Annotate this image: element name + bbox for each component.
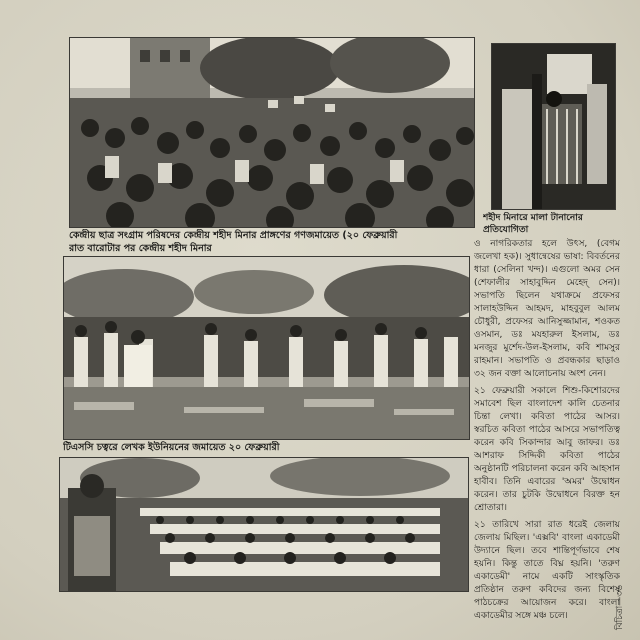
caption-crowd-line1: কেন্দ্রীয় ছাত্র সংগ্রাম পরিষদের কেন্দ্রীয় শহীদ মিনার প্রাঙ্গণের গণজমায়েত (২০ ফেব্রুয়ারী (69, 230, 398, 241)
caption-tsc-gathering: টিএসসি চত্বরে লেখক ইউনিয়নের জমায়েত ২০ ফেব্রুয়ারী (63, 442, 280, 453)
article-paragraph-1: ও নাগরিকতার হলে উৎস, (বেগম জলেখা হক)। সুধান্বেষের ভাষা: বিবর্তনের ধারা (সেলিনা খন্দ)। এগুলো অমর সেন (শেফালীর সাহাবুদ্দিন মেহেদ্ সেন)। সভাপতি ছিলেন যথাক্রমে প্রফেসর সালাহউদ্দিন আহমদ, মাহবুবুল আলম চৌধুরী, প্রফেসর আনিসুজ্জামান, শওকত ওসমান, ডঃ মযহারুল ইসলাম, ডঃ মনজুর মুর্শেদ-উল-ইসলাম, কবি শামসুর রাহমান। সভাপতি ও প্রবন্ধকার ছাড়াও ৩২ জন বক্তা আলোচনায় অংশ নেন। (474, 239, 620, 379)
photo-garland-contest (491, 43, 616, 210)
article-paragraph-2: ২১ ফেব্রুয়ারী সকালে শিশু-কিশোরদের সমাবেশ ছিল বাংলাদেশ কালি চেতনার চিন্তা লেখা। কবিতা পাঠের আসর। স্বরচিত কবিতা পাঠের আসরে সভাপতিত্ব করেন কবি সিকান্দার আবু জাফর। ডঃ আশরাফ সিদ্দিকী কবিতা পাঠের অনুষ্ঠানটি পরিচালনা করেন কবি আহসান হাবীব। তিনি এবারের 'অমর' উদ্বোধন করেন। তার চুটকি উদ্বোধনে বিরক্ত হন শ্রোতারা। (474, 386, 620, 513)
article-text-column (474, 238, 620, 638)
article-paragraph-3: ২১ তারিখে সারা রাত ধরেই জেলায় জেলায় মিছিল। 'এক্সবি' বাংলা একাডেমী উদ্যানে ছিল। তবে শান্তিপূর্ণভাবে শেষ হয়নি। কিন্তু তাতে বিঘ্ন হয়নি। 'তরুণ একাডেমী' নামে একটি সাংস্কৃতিক প্রতিষ্ঠান তরুণ কবিদের জন্য বিশেষ পাঠচক্রের আয়োজন করে। বাংলা একাডেমীর সঙ্গে মঞ্চ চলে। (474, 520, 620, 621)
caption-crowd-line2: রাত বারোটার পর কেন্দ্রীয় শহীদ মিনার (69, 243, 212, 254)
caption-garland-line1: শহীদ মিনারে মালা টানানোর (483, 213, 583, 223)
photo-tsc-gathering (63, 256, 470, 440)
photo-crowd-shaheed-minar (69, 37, 475, 228)
photo-seated-gathering (59, 457, 469, 592)
page-folio: বিচিত্রা—৩৬ (615, 585, 625, 630)
caption-garland-line2: প্রতিযোগিতা (483, 225, 529, 235)
